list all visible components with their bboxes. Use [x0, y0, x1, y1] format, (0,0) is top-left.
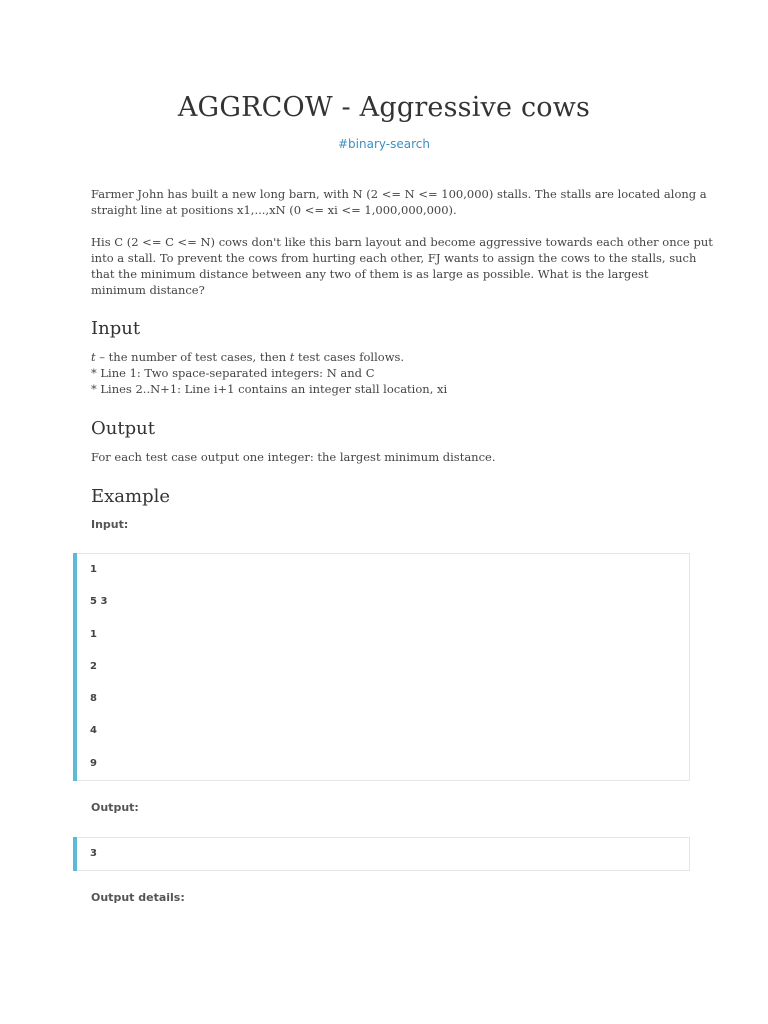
input-description [91, 349, 681, 397]
example-output-label: Output: [91, 801, 139, 814]
code-line: 3 [90, 848, 97, 859]
text-fragment: test cases follows. [294, 350, 405, 364]
page-title: AGGRCOW - Aggressive cows [177, 92, 591, 123]
example-output-block [73, 837, 690, 871]
text-line: straight line at positions x1,...,xN (0 <= xi <= 1,000,000,000). [91, 203, 457, 217]
tag-link[interactable]: #binary-search [338, 137, 430, 151]
text-line: minimum distance? [91, 283, 205, 297]
text-line: * Lines 2..N+1: Line i+1 contains an integer stall location, xi [91, 382, 448, 396]
intro-paragraph-2 [91, 234, 713, 298]
output-description [91, 449, 681, 465]
example-input-label: Input: [91, 518, 129, 531]
output-heading: Output [91, 418, 155, 439]
input-heading: Input [91, 318, 141, 339]
var-t: t [289, 350, 295, 364]
code-line: 5 3 [90, 596, 108, 607]
code-line: 1 [90, 629, 97, 640]
code-line: 8 [90, 693, 97, 704]
text-line: Farmer John has built a new long barn, with N (2 <= N <= 100,000) stalls. The stalls are located along a [91, 187, 707, 201]
example-input-block [73, 553, 690, 781]
text-line: For each test case output one integer: the largest minimum distance. [91, 450, 496, 464]
code-line: 4 [90, 725, 97, 736]
code-accent-bar [73, 837, 77, 871]
code-line: 2 [90, 661, 97, 672]
code-accent-bar [73, 553, 77, 781]
var-t: t [91, 350, 96, 364]
code-line: 1 [90, 564, 97, 575]
text-line: that the minimum distance between any two of them is as large as possible. What is the largest [91, 267, 649, 281]
text-line [91, 349, 681, 365]
text-line: * Line 1: Two space-separated integers: N and C [91, 366, 375, 380]
output-details-label: Output details: [91, 891, 185, 904]
text-line: into a stall. To prevent the cows from hurting each other, FJ wants to assign the cows to the stalls, such [91, 251, 697, 265]
text-line: His C (2 <= C <= N) cows don't like this barn layout and become aggressive towards each other once put [91, 235, 713, 249]
example-heading: Example [91, 486, 171, 507]
code-line: 9 [90, 758, 97, 769]
intro-paragraph-1 [91, 186, 707, 218]
text-fragment: – the number of test cases, then [95, 350, 290, 364]
